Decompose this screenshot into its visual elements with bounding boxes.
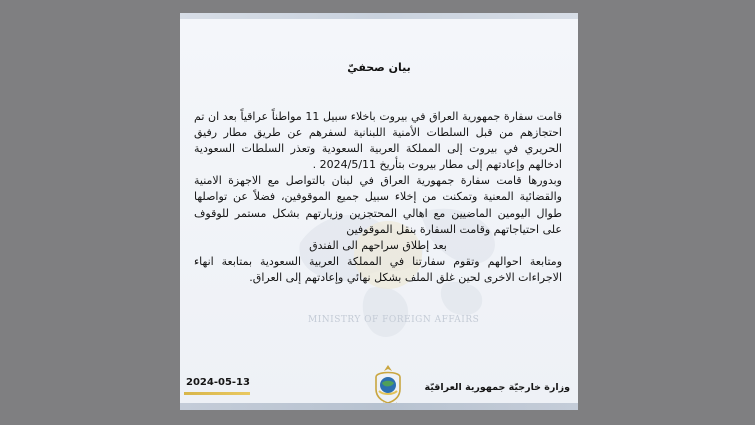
watermark-caption: MINISTRY OF FOREIGN AFFAIRS [308,315,480,325]
body-paragraph-2: وبدورها قامت سفارة جمهورية العراق في لبنان بالتواصل مع الاجهزة الامنية والقضائية المعنية وتمكنت من إخلاء سبيل جميع الموقوفين، فضلاً عن تواصلها طوال اليومين الماضيين مع اهالي المحتجزين وزيارتهم بشكل مستمر للوقوف على احتياجاتهم وقامت السفارة بنقل الموقوفين [194,174,562,236]
ministry-emblem-logo [368,363,408,407]
body-paragraph-3: بعد إطلاق سراحهم الى الفندق [309,238,447,252]
body-paragraph-1: قامت سفارة جمهورية العراق في بيروت باخلاء سبيل 11 مواطناً عراقياً بعد ان تم احتجازهم من قبل السلطات الأمنية اللبنانية لسفرهم عن طريق مطار رفيق الحريري في بيروت إلى المملكة العربية السعودية وتعذر السلطات السعودية ادخالهم وإعادتهم إلى مطار بيروت بتأريخ 2024/5/11 . [194,110,562,172]
document-body [194,109,562,286]
footer-ministry-name: وزارة خارجيّة جمهورية العراقيّة [424,382,570,393]
footer-date: 2024-05-13 [186,377,250,388]
bottom-border-band [180,403,578,410]
body-paragraph-4: ومتابعة احوالهم وتقوم سفارتنا في المملكة العربية السعودية بمتابعة انهاء الاجراءات الاخرى لحين غلق الملف بشكل نهائي وإعادتهم إلى العراق. [194,254,562,284]
document-title: بيان صحفيّ [347,61,411,74]
top-border-band [180,13,578,19]
date-underline [184,392,250,395]
press-release-document [180,13,578,410]
